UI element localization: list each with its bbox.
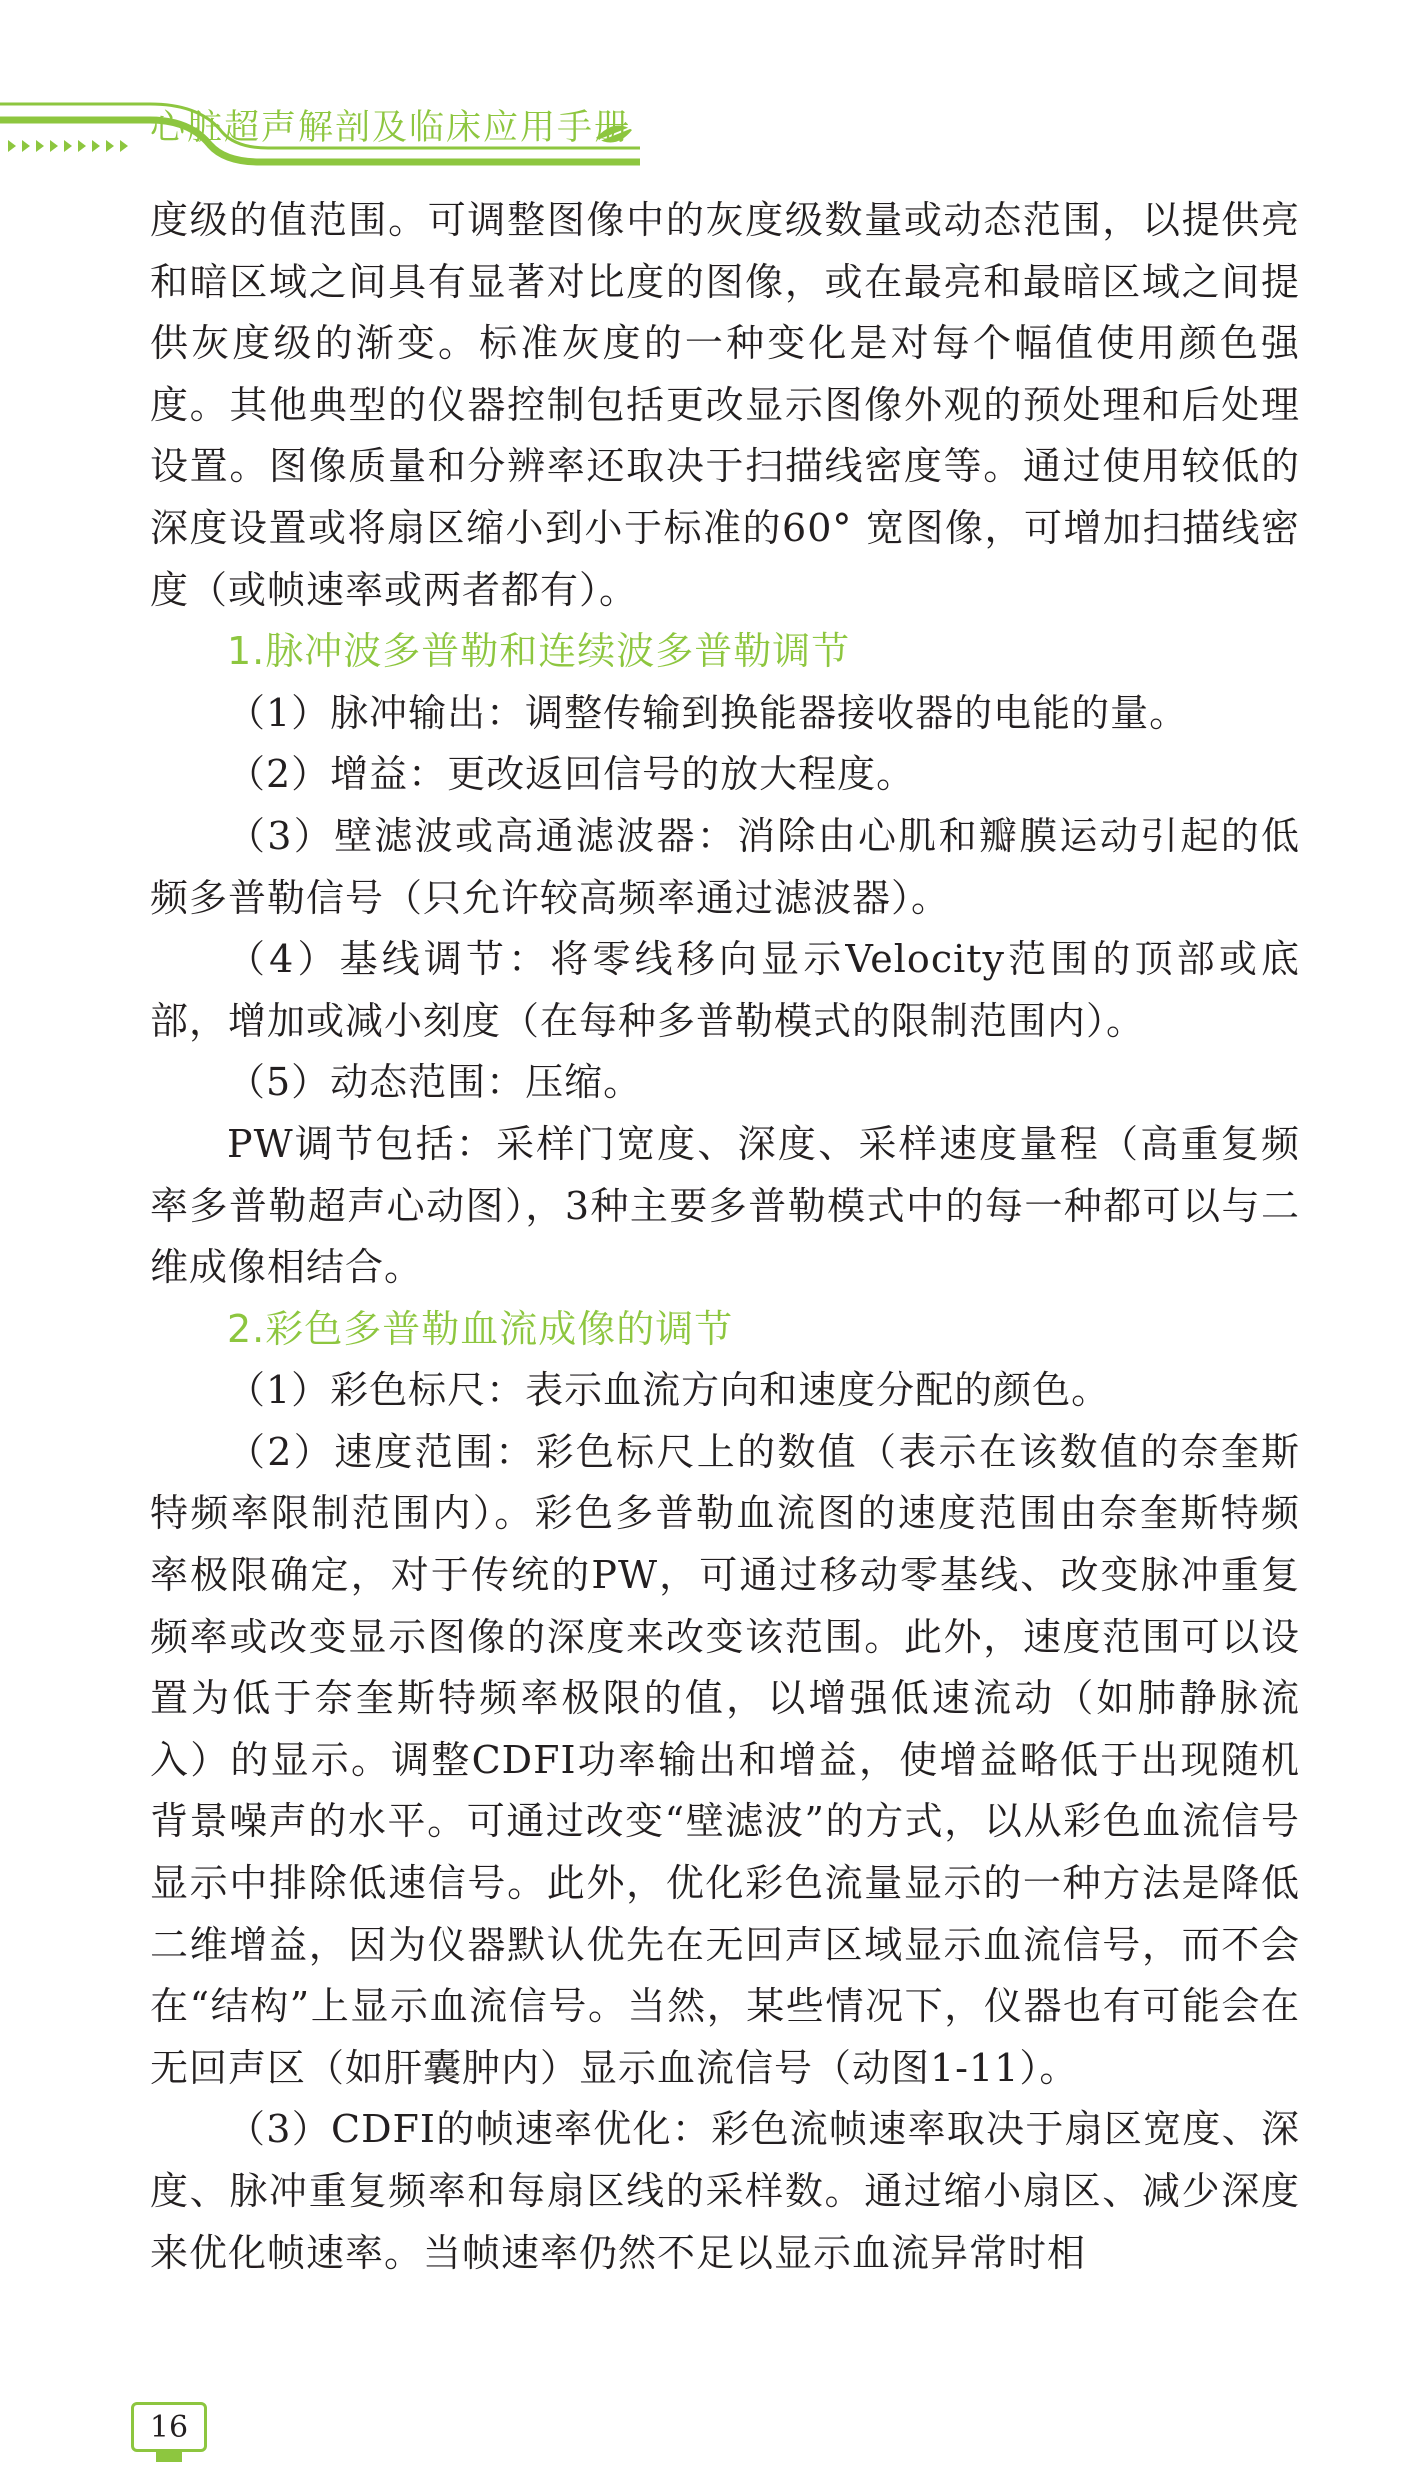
section-heading: 2.彩色多普勒血流成像的调节 xyxy=(227,1306,734,1351)
body-paragraph: PW调节包括：采样门宽度、深度、采样速度量程（高重复频率多普勒超声心动图），3种主要多普勒模式中的每一种都可以与二维成像相结合。 xyxy=(150,1121,1300,1290)
body-paragraph: （1）彩色标尺：表示血流方向和速度分配的颜色。 xyxy=(227,1368,1111,1413)
body-paragraph: （2）增益：更改返回信号的放大程度。 xyxy=(227,752,916,797)
page-number: 16 xyxy=(131,2402,207,2452)
body-paragraph: （3）壁滤波或高通滤波器：消除由心肌和瓣膜运动引起的低频多普勒信号（只允许较高频率通过滤波器）。 xyxy=(150,813,1300,920)
running-header xyxy=(0,0,1417,190)
book-title: 心脏超声解剖及临床应用手册 xyxy=(150,108,632,148)
body-paragraph: （5）动态范围：压缩。 xyxy=(227,1060,643,1105)
page-number-stand xyxy=(156,2452,182,2462)
page-body xyxy=(150,190,1300,2284)
section-heading: 1.脉冲波多普勒和连续波多普勒调节 xyxy=(227,629,851,674)
body-paragraph: （3）CDFI的帧速率优化：彩色流帧速率取决于扇区宽度、深度、脉冲重复频率和每扇区线的采样数。通过缩小扇区、减少深度来优化帧速率。当帧速率仍然不足以显示血流异常时相 xyxy=(150,2107,1300,2275)
body-paragraph: （4）基线调节：将零线移向显示Velocity范围的顶部或底部，增加或减小刻度（在每种多普勒模式的限制范围内）。 xyxy=(150,937,1300,1043)
header-leaf-ornament xyxy=(0,0,660,190)
body-paragraph: （2）速度范围：彩色标尺上的数值（表示在该数值的奈奎斯特频率限制范围内）。彩色多普勒血流图的速度范围由奈奎斯特频率极限确定，对于传统的PW，可通过移动零基线、改变脉冲重复频率或改变显示图像的深度来改变该范围。此外，速度范围可以设置为低于奈奎斯特频率极限的值，以增强低速流动（如肺静脉流入）的显示。调整CDFI功率输出和增益，使增益略低于出现随机背景噪声的水平。可通过改变“壁滤波”的方式，以从彩色血流信号显示中排除低速信号。此外，优化彩色流量显示的一种方法是降低二维增益，因为仪器默认优先在无回声区域显示血流信号，而不会在“结构”上显示血流信号。当然，某些情况下，仪器也有可能会在无回声区（如肝囊肿内）显示血流信号（动图1-11）。 xyxy=(150,1429,1300,2090)
body-paragraph: 度级的值范围。可调整图像中的灰度级数量或动态范围，以提供亮和暗区域之间具有显著对比度的图像，或在最亮和最暗区域之间提供灰度级的渐变。标准灰度的一种变化是对每个幅值使用颜色强度。其他典型的仪器控制包括更改显示图像外观的预处理和后处理设置。图像质量和分辨率还取决于扫描线密度等。通过使用较低的深度设置或将扇区缩小到小于标准的60° 宽图像，可增加扫描线密度（或帧速率或两者都有）。 xyxy=(150,198,1300,612)
body-paragraph: （1）脉冲输出：调整传输到换能器接收器的电能的量。 xyxy=(227,690,1189,735)
